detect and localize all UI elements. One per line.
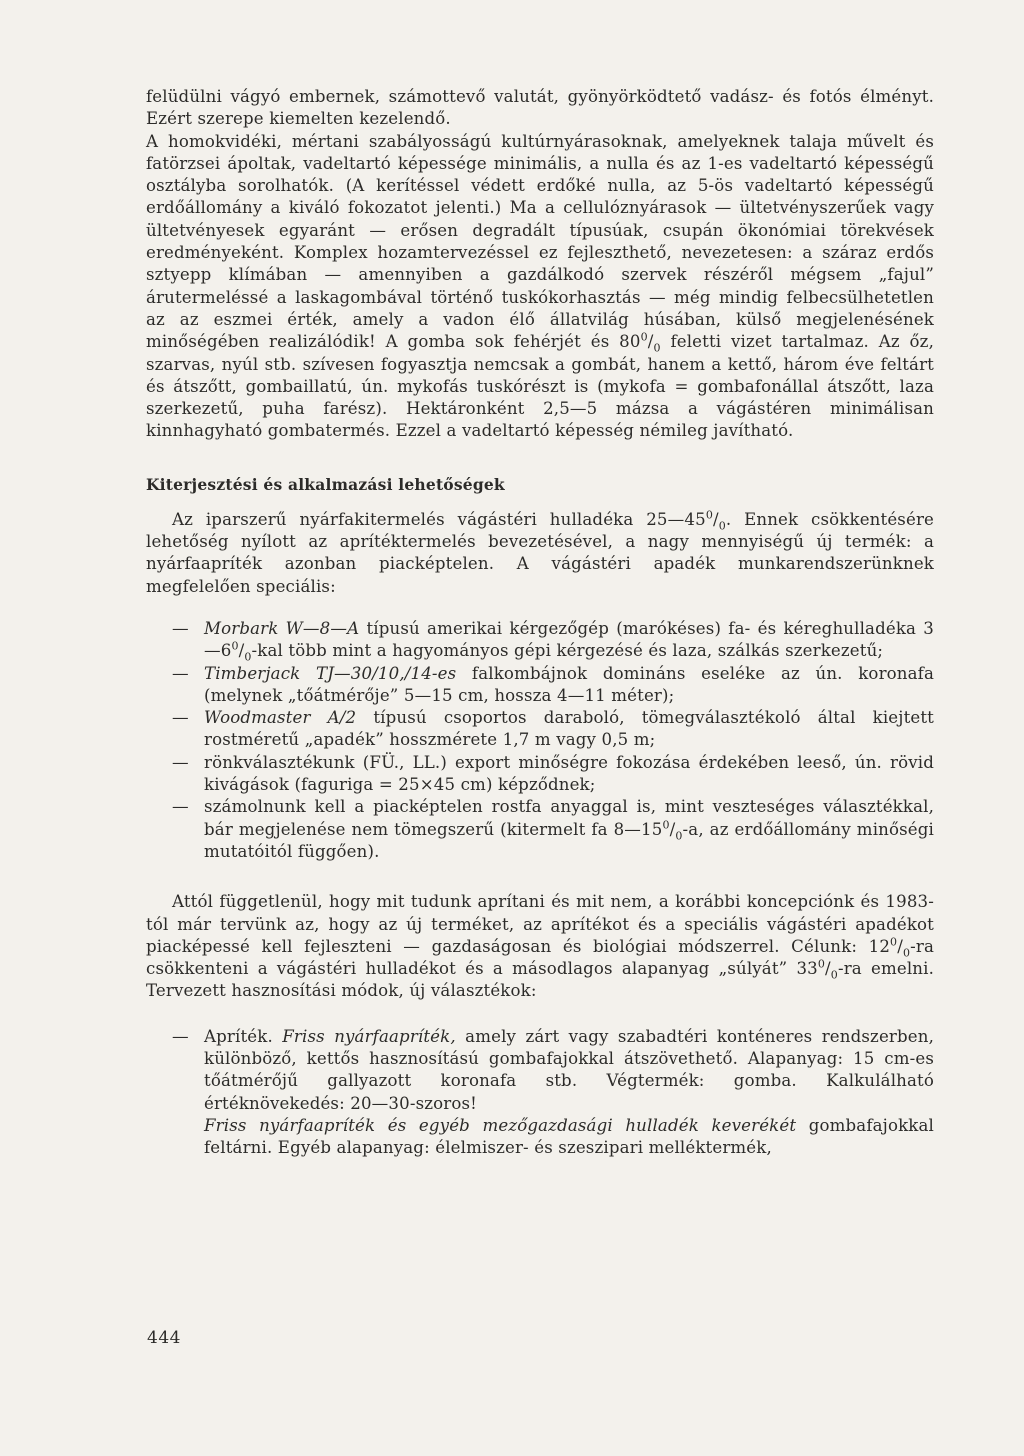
text-run: A homokvidéki, mértani szabályosságú kultúrnyárasoknak, amelyeknek talaja művelt és fatörzsei ápoltak, vadeltartó képessége minimális, a nulla és az 1-es vadeltartó képességű osztályba sorolhatók. (A kerítéssel védett erdőké nulla, az 5-ös vadeltartó képességű erdőállomány a kiváló fokozatot jelenti.) Ma a cellulóznyárasok — ültetvényszerűek vagy ültetvényesek egyaránt — erősen degradált típusúak, csupán ökonómiai törekvések eredményeként. Komplex hozamtervezéssel ez fejleszthető, nevezetesen: a száraz erdős sztyepp klímában — amennyiben a gazdálkodó szervek részéről mégsem „fajul” árutermeléssé a laskagombával történő tuskókorhasztás — még mindig felbecsülhetetlen az az eszmei érték, amely a vadon élő állatvilág húsában, külső megjelenésének minőségében realizálódik! A gomba sok fehérjét és 80: [146, 131, 934, 352]
text-run: -ra emelni. Tervezett hasznosítási módok, új választékok:: [146, 959, 934, 1001]
percent-sign: $^0/_0$: [705, 508, 726, 533]
percent-sign: $^0/_0$: [890, 935, 911, 960]
paragraph-concept: [146, 891, 934, 1002]
text-run: Apríték.: [204, 1026, 283, 1046]
machine-name: Woodmaster A/2: [204, 708, 357, 728]
usage-list: [146, 1026, 934, 1115]
list-dash: —: [172, 663, 189, 683]
list-item: [146, 796, 934, 863]
page-number: 444: [147, 1328, 181, 1348]
list-item: [146, 707, 934, 752]
waste-list: [146, 618, 934, 863]
list-item-continuation: [146, 1115, 934, 1160]
text-run: számolnunk kell a piacképtelen rostfa anyaggal is, mint veszteséges választékkal, bár megjelenése nem tömegszerű (kitermelt fa 8—15: [204, 797, 934, 839]
text-run: Attól függetlenül, hogy mit tudunk aprítani és mit nem, a korábbi koncepciónk és 1983-tól már tervünk az, hogy az új terméket, az aprítékot és a speciális vágástéri apadékot piacképessé kell fejleszteni — gazdaságosan és biológiai módszerrel. Célunk: 12: [146, 892, 934, 956]
italic-run: Friss nyárfaapríték és egyéb mezőgazdasági hulladék keverékét: [204, 1115, 797, 1135]
text-run: -kal több mint a hagyományos gépi kérgezésé és laza, szálkás szerkezetű;: [251, 641, 884, 661]
machine-name: Timberjack TJ—30/10,/14-es: [204, 663, 457, 683]
text-run: Az iparszerű nyárfakitermelés vágástéri hulladéka 25—45: [172, 509, 706, 529]
paragraph-waste: [146, 509, 934, 598]
list-dash: —: [172, 797, 189, 817]
text-run: -ra csökkenteni a vágástéri hulladékot és a másodlagos alapanyag „súlyát” 33: [146, 936, 934, 979]
italic-run: Friss nyárfaapríték,: [282, 1026, 456, 1046]
section-heading: Kiterjesztési és alkalmazási lehetőségek: [146, 474, 505, 494]
list-item: [146, 663, 934, 708]
percent-sign: $^0/_0$: [640, 330, 661, 355]
percent-sign: $^0/_0$: [662, 818, 683, 842]
machine-name: Morbark W—8—A: [204, 618, 360, 638]
paragraph-continuation: [146, 86, 934, 131]
text-run: feletti vizet tartalmaz. Az őz, szarvas, nyúl stb. szívesen fogyasztja nemcsak a gombát, hanem a kettő, három éve feltárt és átszőtt, gombaillatú, ún. mykofás tuskórészt is (mykofa = gombafonállal átszőtt, laza szerkezetű, puha farész). Hektáronként 2,5—5 mázsa a vágástéren minimálisan kinnhagyható gombatermés. Ezzel a vadeltartó képesség némileg javítható.: [146, 332, 934, 441]
text-run: falkombájnok domináns eseléke az ún. koronafa (melynek „tőátmérője” 5—15 cm, hossza 4—11 méter);: [204, 663, 935, 705]
text-run: gombafajokkal feltárni. Egyéb alapanyag: élelmiszer- és szeszipari melléktermék,: [204, 1115, 934, 1158]
text-run: rönkválasztékunk (FÜ., LL.) export minőségre fokozása érdekében leeső, ún. rövid kivágások (faguriga = 25×45 cm) képződnek;: [204, 752, 934, 795]
page-body: [146, 86, 934, 1159]
list-dash: —: [172, 752, 189, 772]
list-dash: —: [172, 618, 189, 638]
paragraph-wildlife: [146, 131, 934, 443]
list-dash: —: [172, 1026, 189, 1046]
text-run: . Ennek csökkentésére lehetőség nyílott az aprítéktermelés bevezetésével, a nagy mennyiségű új termék: a nyárfaapríték azonban piacképtelen. A vágástéri apadék munkarendszerünknek megfelelően speciális:: [146, 509, 934, 596]
text-run: -a, az erdőállomány minőségi mutatóitól függően).: [204, 819, 934, 861]
text-run: amely zárt vagy szabadtéri konténeres rendszerben, különböző, kettős hasznosítású gombafajokkal átszövethető. Alapanyag: 15 cm-es tőátmérőjű gallyazott koronafa stb. Végtermék: gomba. Kalkulálható értéknövekedés: 20—30-szoros!: [204, 1026, 935, 1113]
list-item: [146, 1026, 934, 1115]
percent-sign: $^0/_0$: [817, 957, 838, 982]
list-item: [146, 618, 934, 663]
text-run: típusú csoportos daraboló, tömegválasztékoló által kiejtett rostméretű „apadék” hosszmérete 1,7 m vagy 0,5 m;: [204, 708, 934, 750]
percent-sign: $^0/_0$: [231, 639, 252, 664]
list-item: [146, 752, 934, 797]
list-dash: —: [172, 708, 189, 728]
text-run: típusú amerikai kérgezőgép (marókéses) fa- és kéreghulladéka 3—6: [204, 618, 935, 661]
text-run: felüdülni vágyó embernek, számottevő valutát, gyönyörködtető vadász- és fotós élményt. Ezért szerepe kiemelten kezelendő.: [146, 87, 934, 129]
